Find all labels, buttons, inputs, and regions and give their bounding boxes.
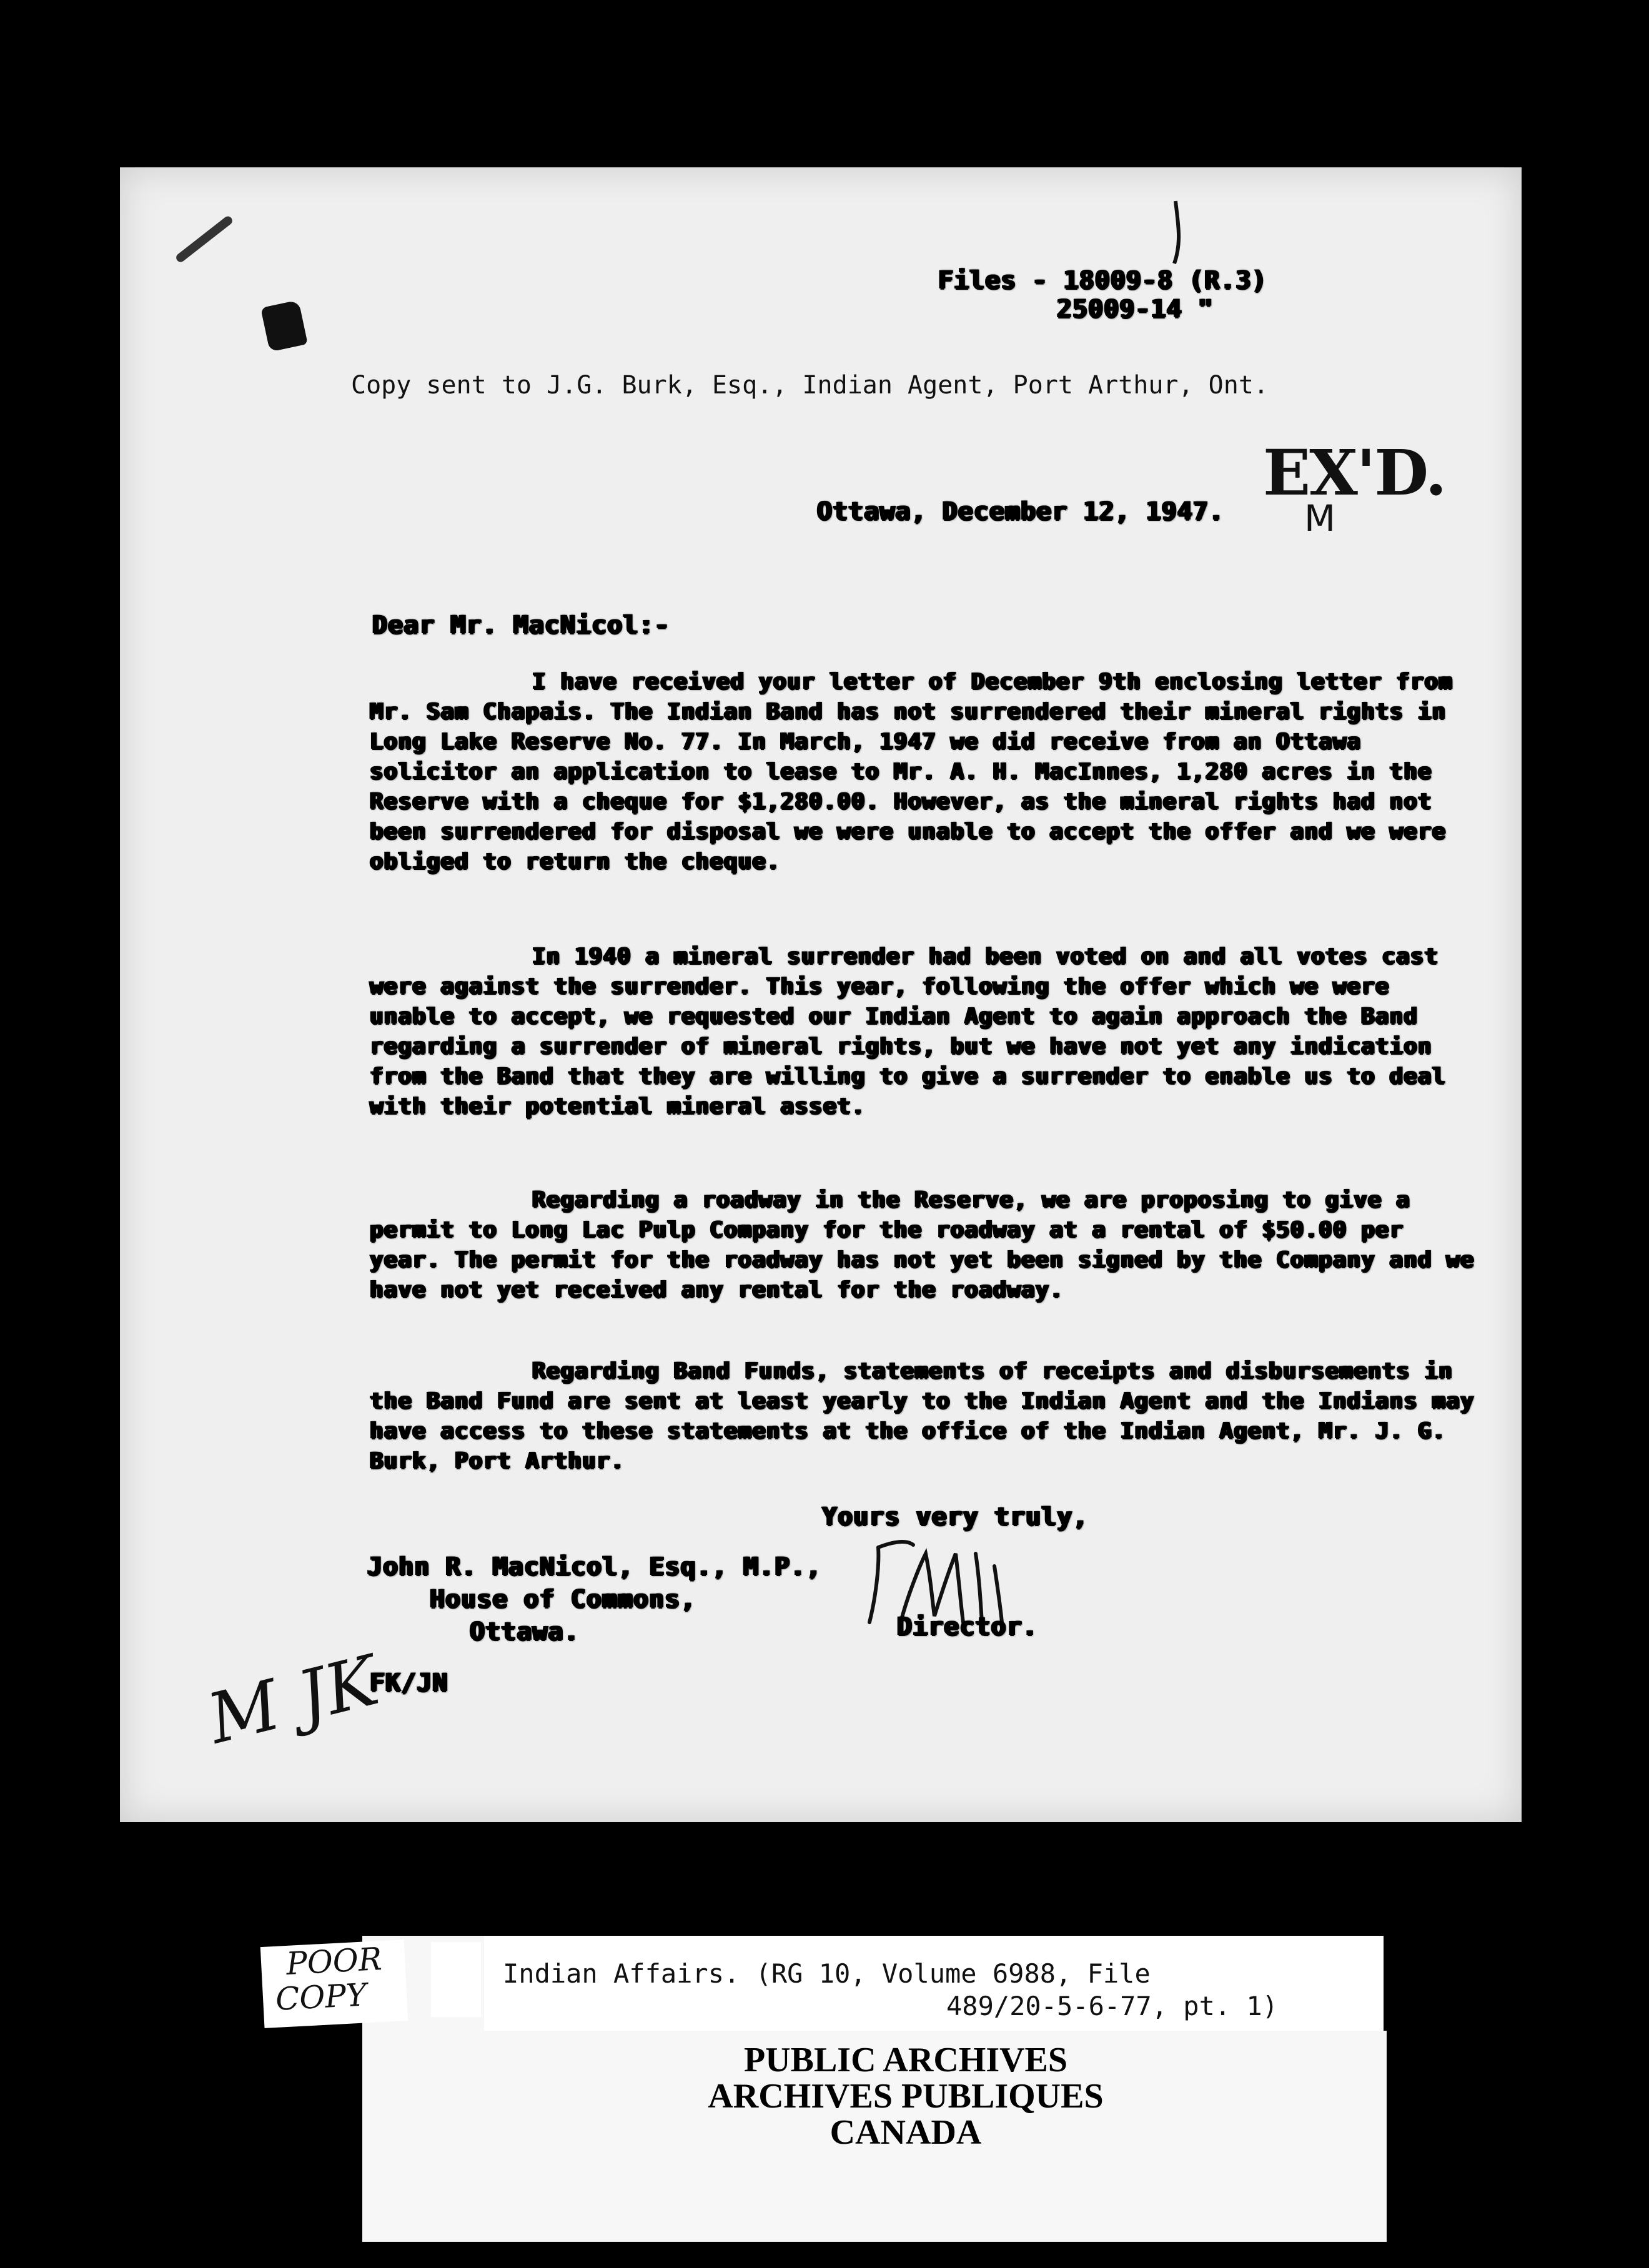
citation-strip: [484, 1936, 1390, 2031]
poor-copy-line-2: COPY: [274, 1976, 368, 2018]
tick-mark: [1157, 199, 1194, 267]
label-tab: [431, 1942, 481, 2017]
paragraph-3: Regarding a roadway in the Reserve, we are proposing to give a permit to Long Lac Pulp Company for the roadway at a rental of $50.00 per year. The permit for the roadway has not yet been signed by the Company and we have not yet received any rental for the roadway.: [370, 1187, 1475, 1303]
institution-line-1: PUBLIC ARCHIVES: [743, 2041, 1068, 2079]
poor-copy-tag: [260, 1940, 408, 2028]
addressee-line-3: Ottawa.: [470, 1617, 580, 1646]
addressee-line-1: John R. MacNicol, Esq., M.P.,: [367, 1552, 822, 1581]
file-number-1: Files - 18009-8 (R.3): [938, 266, 1267, 295]
letter-date: Ottawa, December 12, 1947.: [817, 497, 1225, 526]
paragraph-4: Regarding Band Funds, statements of receipts and disbursements in the Band Fund are sent at least yearly to the Indian Agent and the Indians may have access to these statements at the office of the Indian Agent, Mr. J. G. Burk, Port Arthur.: [370, 1358, 1475, 1474]
salutation: Dear Mr. MacNicol:-: [372, 611, 670, 639]
citation-line-2: 489/20-5-6-77, pt. 1): [946, 1991, 1279, 2021]
closing: Yours very truly,: [822, 1502, 1089, 1531]
addressee-line-2: House of Commons,: [430, 1585, 696, 1614]
pencil-mark: [174, 215, 234, 264]
reference-initials: FK/JN: [370, 1669, 448, 1697]
copy-note: Copy sent to J.G. Burk, Esq., Indian Agent, Port Arthur, Ont.: [351, 371, 1269, 400]
paragraph-1: I have received your letter of December 9th enclosing letter from Mr. Sam Chapais. The Indian Band has not surrendered their mineral rights in Long Lake Reserve No. 77. In March, 1947 we did receive from an Ottawa solicitor an application to lease to Mr. A. H. MacInnes, 1,280 acres in the Reserve with a cheque for $1,280.00. However, as the mineral rights had not been surrendered for disposal we were unable to accept the offer and we were obliged to return the cheque.: [370, 669, 1453, 874]
citation-line-1: Indian Affairs. (RG 10, Volume 6988, File: [503, 1958, 1151, 1989]
paragraph-2: In 1940 a mineral surrender had been voted on and all votes cast were against the surrender. This year, following the offer which we were unable to accept, we requested our Indian Agent to again approach the Band regarding a surrender of mineral rights, but we have not yet any indication from the Band that they are willing to give a surrender to enable us to deal with their potential mineral asset.: [370, 944, 1447, 1119]
institution-line-2: ARCHIVES PUBLIQUES: [708, 2077, 1104, 2116]
handwritten-initials: M JK: [200, 1640, 386, 1760]
signature-title: Director.: [897, 1612, 1038, 1641]
ink-blot: [260, 300, 308, 352]
stamp-initial: M: [1304, 497, 1336, 540]
poor-copy-line-1: POOR: [285, 1940, 383, 1982]
institution-name: [625, 2042, 1187, 2151]
letter-sheet: [120, 167, 1522, 1822]
file-number-2: 25009-14 ": [1057, 295, 1214, 323]
exd-stamp: EX'D.: [1263, 436, 1446, 510]
institution-line-3: CANADA: [829, 2113, 982, 2152]
